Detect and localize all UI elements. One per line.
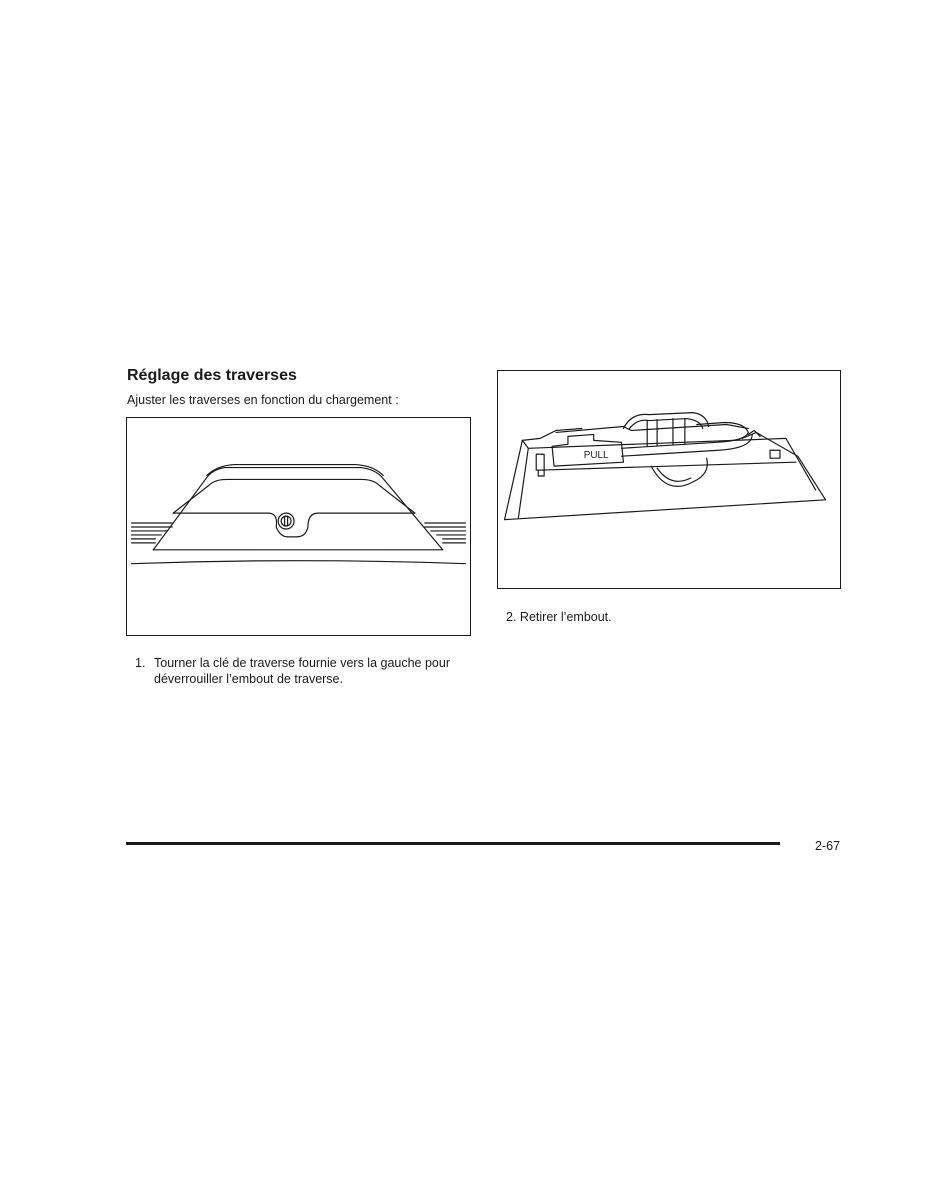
section-title: Réglage des traverses [127, 367, 297, 384]
step-1 [135, 655, 475, 687]
crossbar-lock-illustration [126, 417, 471, 636]
step-2 [506, 609, 612, 625]
end-cap-drawing [498, 371, 840, 588]
step-1-number: 1. [135, 656, 146, 670]
crossbar-lock-drawing [127, 418, 470, 635]
footer-rule [126, 842, 780, 845]
page-number: 2-67 [815, 839, 841, 853]
step-1-text: Tourner la clé de traverse fournie vers la gauche pour déverrouiller l’embout de traverse. [154, 656, 450, 686]
end-cap-illustration [497, 370, 841, 589]
step-2-text: Retirer l’embout. [519, 610, 612, 624]
pull-label: PULL [583, 450, 609, 462]
intro-text: Ajuster les traverses en fonction du chargement : [127, 393, 399, 407]
step-2-number: 2. [506, 610, 517, 624]
